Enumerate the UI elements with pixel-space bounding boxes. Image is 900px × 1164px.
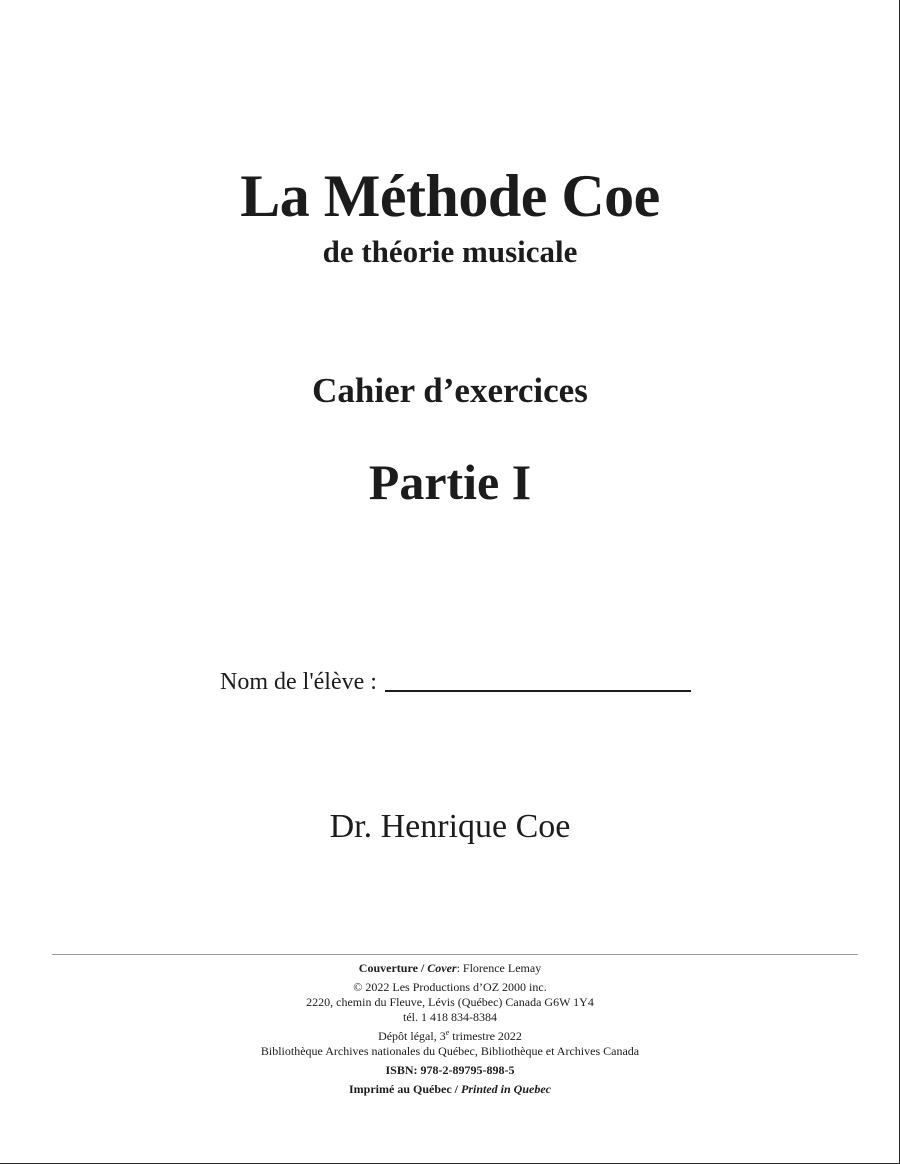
imprint-divider [52,954,858,955]
cover-label-fr: Couverture / [358,961,425,975]
author-name: Dr. Henrique Coe [329,808,571,845]
part-heading: Partie I [368,454,532,510]
imprint-block [0,961,900,1097]
legal-deposit-line [0,1029,900,1044]
cover-label-en: Cover [427,961,457,975]
student-name-blank-line [385,690,691,692]
cover-artist: : Florence Lemay [456,961,542,975]
phone-line: tél. 1 418 834-8384 [403,1010,497,1024]
workbook-heading: Cahier d’exercices [312,371,588,410]
legal-deposit-suffix: trimestre 2022 [449,1029,522,1043]
address-line: 2220, chemin du Fleuve, Lévis (Québec) Canada G6W 1Y4 [306,995,594,1009]
legal-deposit-prefix: Dépôt légal, 3 [378,1029,446,1043]
isbn-line: ISBN: 978-2-89795-898-5 [385,1063,515,1077]
student-name-label: Nom de l'élève : [220,669,377,695]
book-title: La Méthode Coe [240,163,660,229]
printed-line [0,1082,900,1097]
copyright-line: © 2022 Les Productions d’OZ 2000 inc. [353,980,547,994]
cover-credit-line [0,961,900,976]
legal-deposit-sup: e [445,1028,450,1037]
printed-fr: Imprimé au Québec / [349,1082,458,1096]
libraries-line: Bibliothèque Archives nationales du Québec, Bibliothèque et Archives Canada [260,1044,640,1058]
printed-en: Printed in Quebec [461,1082,551,1096]
student-name-field [220,664,691,698]
book-subtitle: de théorie musicale [322,234,578,269]
